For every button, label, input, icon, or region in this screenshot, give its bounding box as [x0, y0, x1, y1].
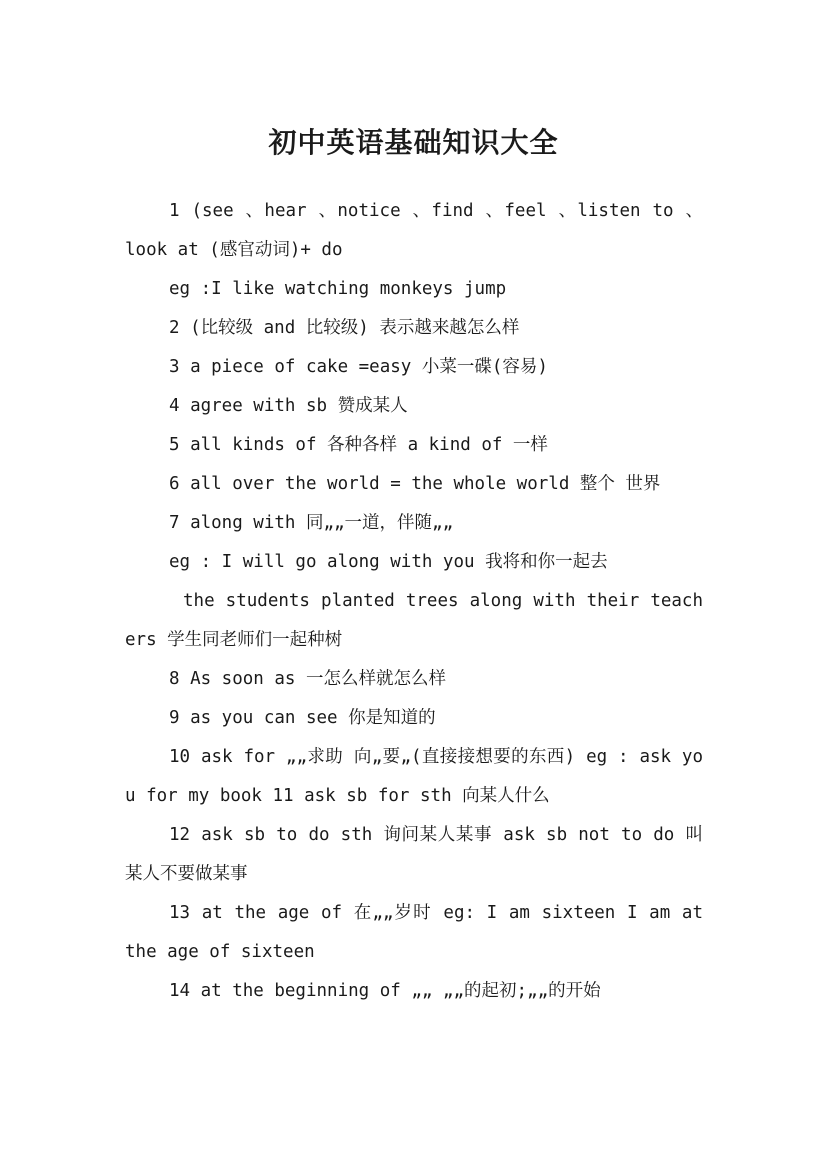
paragraph-14: 12 ask sb to do sth 询问某人某事 ask sb not to do 叫某人不要做某事: [125, 825, 703, 884]
paragraph-9: eg : I will go along with you 我将和你一起去: [169, 552, 608, 572]
document-body: [125, 192, 703, 1011]
paragraph-11: 8 As soon as 一怎么样就怎么样: [169, 669, 446, 689]
paragraph-4: 3 a piece of cake =easy 小菜一碟(容易): [169, 357, 548, 377]
paragraph-13: 10 ask for „„求助 向„要„(直接接想要的东西) eg : ask you for my book 11 ask sb for sth 向某人什么: [125, 747, 703, 806]
paragraph-2: eg :I like watching monkeys jump: [169, 279, 507, 299]
paragraph-10: the students planted trees along with their teachers 学生同老师们一起种树: [125, 591, 703, 650]
paragraph-6: 5 all kinds of 各种各样 a kind of 一样: [169, 435, 548, 455]
paragraph-15: 13 at the age of 在„„岁时 eg: I am sixteen I am at the age of sixteen: [125, 903, 703, 962]
paragraph-5: 4 agree with sb 赞成某人: [169, 396, 408, 416]
paragraph-16: 14 at the beginning of „„ „„的起初;„„的开始: [169, 981, 601, 1001]
paragraph-3: 2 (比较级 and 比较级) 表示越来越怎么样: [169, 318, 520, 338]
paragraph-1: 1 (see 、hear 、notice 、find 、feel 、listen to 、 look at (感官动词)+ do: [125, 201, 703, 260]
page-title: 初中英语基础知识大全: [268, 125, 559, 159]
paragraph-12: 9 as you can see 你是知道的: [169, 708, 436, 728]
paragraph-8: 7 along with 同„„一道，伴随„„: [169, 513, 454, 533]
paragraph-7: 6 all over the world = the whole world 整个 世界: [169, 474, 661, 494]
